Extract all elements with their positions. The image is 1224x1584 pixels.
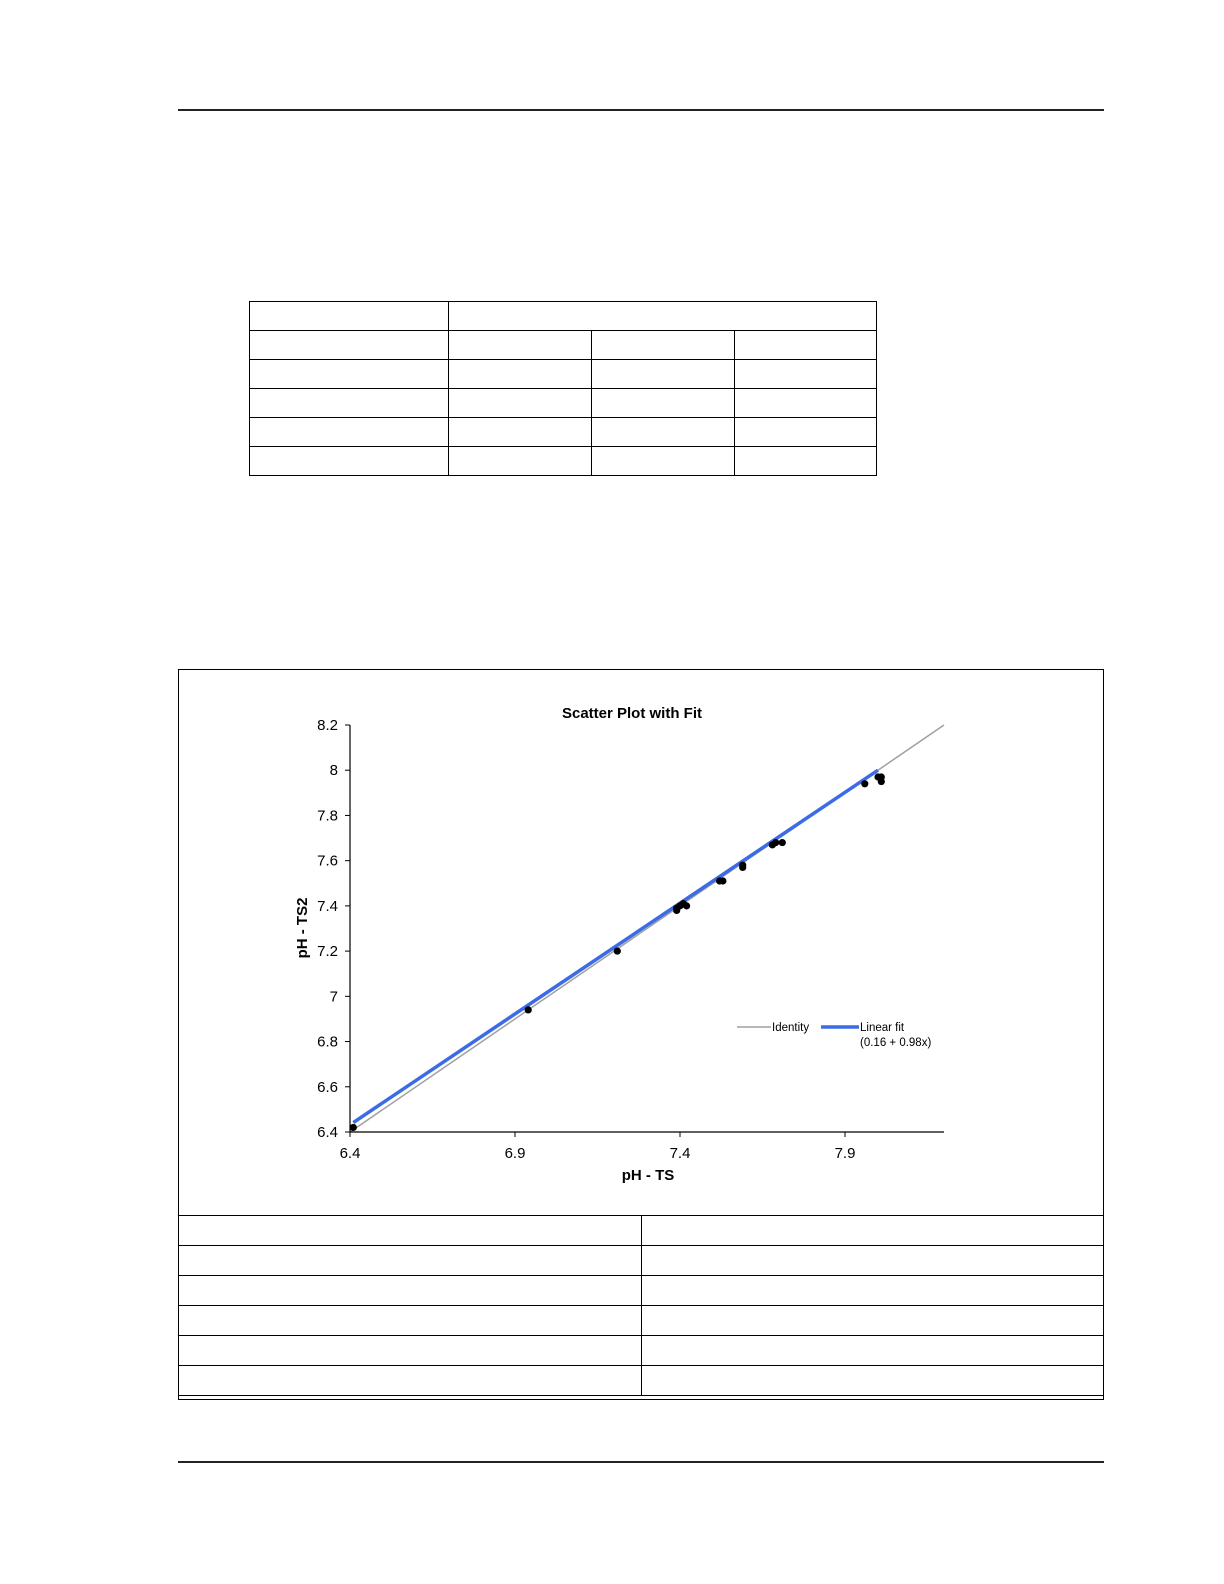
table-row: [179, 1366, 1104, 1396]
x-tick-label: 6.9: [504, 1145, 526, 1162]
table-row: [179, 1306, 1104, 1336]
table-cell: [592, 389, 735, 418]
data-point: [739, 864, 746, 871]
table-cell: [592, 447, 735, 476]
data-point: [878, 778, 885, 785]
y-tick-label: 8: [329, 762, 338, 780]
table-cell: [642, 1306, 1104, 1336]
x-tick-label: 6.4: [339, 1145, 361, 1162]
table-cell: [250, 418, 449, 447]
table-cell: [179, 1246, 642, 1276]
y-tick-label: 7.4: [317, 897, 338, 915]
table-cell: [592, 418, 735, 447]
table-cell: [592, 360, 735, 389]
table-cell: [179, 1366, 642, 1396]
statistics-table: [178, 1215, 1104, 1396]
table-cell: [250, 447, 449, 476]
y-tick-label: 7.8: [317, 807, 338, 825]
table-row: [250, 418, 877, 447]
table-cell: [449, 418, 592, 447]
y-tick-label: 7.2: [317, 943, 338, 961]
table-cell: [735, 331, 877, 360]
chart-title: Scatter Plot with Fit: [561, 705, 703, 722]
table-cell: [449, 360, 592, 389]
table-cell: [449, 447, 592, 476]
data-point: [772, 839, 779, 846]
legend-label-fit-equation: (0.16 + 0.98x): [860, 1037, 932, 1049]
legend-label-linear-fit: Linear fit: [860, 1022, 905, 1034]
x-tick-label: 7.4: [669, 1145, 691, 1162]
page-bottom-rule: [178, 1461, 1104, 1463]
table-cell: [642, 1246, 1104, 1276]
y-tick-label: 6.8: [317, 1033, 338, 1051]
table-row: [179, 1336, 1104, 1366]
table-row: [250, 389, 877, 418]
table-cell: [592, 331, 735, 360]
legend-label-identity: Identity: [772, 1022, 810, 1034]
table-cell: [179, 1306, 642, 1336]
y-tick-label: 7: [329, 988, 338, 1006]
x-tick-label: 7.9: [834, 1145, 856, 1162]
table-cell: [179, 1276, 642, 1306]
plot-area: [350, 725, 944, 1132]
y-axis-label: pH - TS2: [294, 897, 311, 959]
table-row: [179, 1216, 1104, 1246]
data-point: [525, 1006, 532, 1013]
data-point: [779, 839, 786, 846]
table-cell: [735, 360, 877, 389]
table-row: [179, 1276, 1104, 1306]
table-cell: [250, 360, 449, 389]
table-cell: [449, 389, 592, 418]
legend: [737, 1022, 931, 1049]
table-cell: [250, 302, 449, 331]
data-point: [350, 1124, 357, 1131]
x-axis-label: pH - TS: [621, 1167, 675, 1184]
linear-fit-line: [353, 770, 878, 1122]
page-top-rule: [178, 109, 1104, 111]
table-cell: [642, 1366, 1104, 1396]
data-point: [716, 877, 723, 884]
table-row: [250, 447, 877, 476]
table-cell: [735, 447, 877, 476]
scatter-chart: [179, 670, 1103, 1215]
table-cell: [449, 331, 592, 360]
table-cell: [179, 1216, 642, 1246]
table-row: [250, 360, 877, 389]
y-tick-label: 6.6: [317, 1078, 338, 1096]
table-cell: [250, 331, 449, 360]
data-point: [614, 948, 621, 955]
y-tick-label: 6.4: [317, 1124, 338, 1141]
table-cell: [735, 418, 877, 447]
table-cell: [250, 389, 449, 418]
table-row: [250, 302, 877, 331]
table-cell: [642, 1216, 1104, 1246]
table-row: [250, 331, 877, 360]
table-cell: [449, 302, 877, 331]
table-row: [179, 1246, 1104, 1276]
table-cell: [179, 1336, 642, 1366]
data-point: [683, 902, 690, 909]
data-point: [861, 780, 868, 787]
y-tick-label: 7.6: [317, 852, 338, 870]
data-point: [676, 902, 683, 909]
y-tick-label: 8.2: [317, 717, 338, 734]
table-cell: [735, 389, 877, 418]
table-cell: [642, 1336, 1104, 1366]
table-cell: [642, 1276, 1104, 1306]
summary-table: [249, 301, 877, 476]
